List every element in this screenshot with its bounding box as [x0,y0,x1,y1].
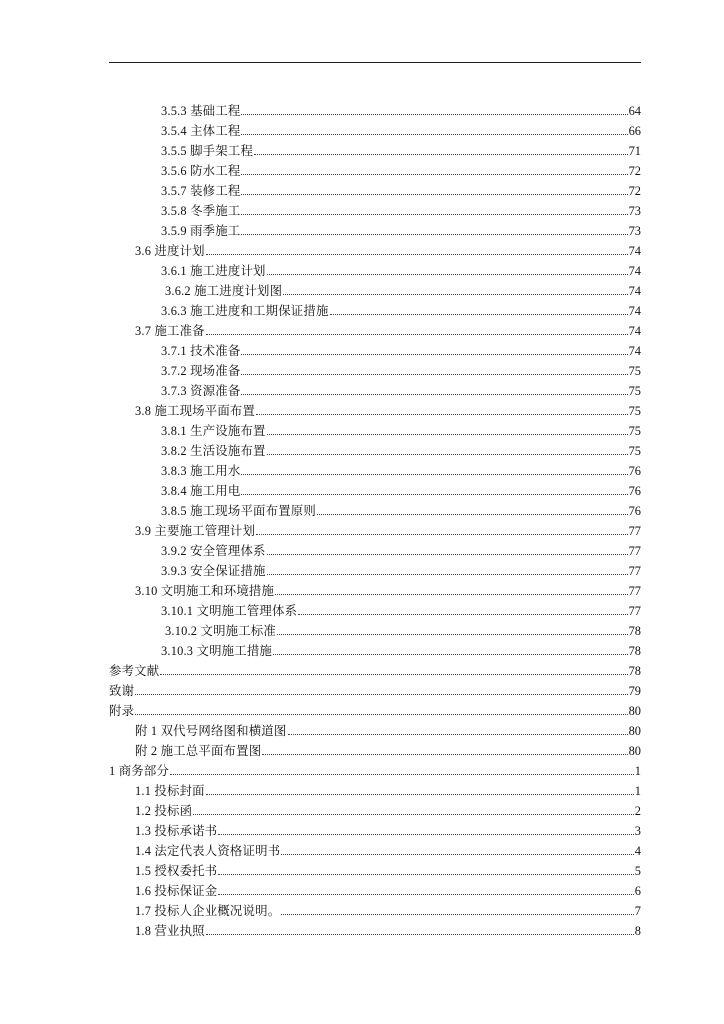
toc-entry[interactable] [109,658,641,678]
toc-leader-dots [254,154,628,155]
toc-entry[interactable] [161,538,641,558]
toc-entry[interactable] [135,718,641,738]
toc-entry-page: 77 [628,604,641,618]
toc-entry-page: 7 [634,904,641,918]
toc-leader-dots [283,294,627,295]
toc-entry-label: 3.6.1 施工进度计划 [161,264,266,278]
toc-entry-label: 附录 [109,704,135,718]
toc-entry-label: 3.8.4 施工用电 [161,484,241,498]
toc-entry-label: 附 1 双代号网络图和横道图 [135,724,287,738]
toc-leader-dots [218,894,633,895]
toc-leader-dots [267,574,628,575]
toc-leader-dots [273,654,628,655]
toc-entry[interactable] [135,918,641,938]
toc-entry[interactable] [161,198,641,218]
toc-leader-dots [262,754,627,755]
toc-leader-dots [267,554,628,555]
toc-entry-label: 3.9.2 安全管理体系 [161,544,266,558]
toc-entry[interactable] [161,298,641,318]
toc-entry[interactable] [161,98,641,118]
toc-entry[interactable] [161,118,641,138]
toc-leader-dots [170,774,634,775]
toc-entry-label: 附 2 施工总平面布置图 [135,744,262,758]
toc-entry[interactable] [161,218,641,238]
toc-entry-page: 72 [628,184,641,198]
toc-entry-page: 64 [628,104,641,118]
toc-leader-dots [241,114,627,115]
toc-entry-page: 78 [628,644,641,658]
toc-entry[interactable] [135,898,641,918]
toc-leader-dots [241,194,627,195]
toc-entry-page: 75 [628,444,641,458]
toc-entry-page: 78 [628,624,641,638]
toc-entry-page: 76 [628,464,641,478]
toc-entry-page: 77 [628,544,641,558]
toc-entry-label: 3.6.3 施工进度和工期保证措施 [161,304,329,318]
toc-entry-page: 75 [628,384,641,398]
toc-leader-dots [218,874,633,875]
toc-entry[interactable] [161,338,641,358]
toc-entry-page: 80 [628,704,641,718]
toc-entry-page: 73 [628,204,641,218]
toc-entry-page: 75 [628,424,641,438]
toc-entry-label: 3.10.1 文明施工管理体系 [161,604,298,618]
toc-entry-label: 3.5.3 基础工程 [161,104,241,118]
toc-entry-page: 73 [628,224,641,238]
toc-entry-page: 72 [628,164,641,178]
toc-entry[interactable] [135,818,641,838]
toc-entry-page: 74 [628,344,641,358]
toc-entry[interactable] [165,278,641,298]
toc-entry[interactable] [109,678,641,698]
toc-entry[interactable] [109,698,641,718]
toc-leader-dots [288,734,628,735]
toc-leader-dots [256,534,627,535]
toc-entry[interactable] [161,138,641,158]
toc-entry-label: 1.7 投标人企业概况说明。 [135,904,281,918]
toc-entry-label: 3.7.2 现场准备 [161,364,241,378]
toc-entry-page: 71 [628,144,641,158]
toc-entry[interactable] [135,238,641,258]
toc-entry[interactable] [161,498,641,518]
toc-entry[interactable] [135,798,641,818]
toc-entry-page: 75 [628,364,641,378]
toc-entry[interactable] [165,618,641,638]
toc-entry-label: 1.4 法定代表人资格证明书 [135,844,281,858]
toc-entry-label: 1 商务部分 [109,764,170,778]
toc-entry-label: 致谢 [109,684,135,698]
toc-leader-dots [281,914,634,915]
toc-entry[interactable] [161,438,641,458]
toc-entry-page: 74 [628,264,641,278]
toc-leader-dots [256,414,627,415]
toc-entry[interactable] [161,478,641,498]
toc-entry-page: 79 [628,684,641,698]
toc-entry[interactable] [161,158,641,178]
toc-entry-page: 77 [628,524,641,538]
toc-entry-page: 77 [628,584,641,598]
toc-entry-page: 8 [634,924,641,938]
toc-entry[interactable] [161,458,641,478]
toc-leader-dots [317,514,628,515]
toc-entry-label: 参考文献 [109,664,160,678]
toc-leader-dots [241,134,627,135]
toc-entry-page: 77 [628,564,641,578]
toc-entry[interactable] [135,738,641,758]
toc-entry-label: 3.5.6 防水工程 [161,164,241,178]
toc-entry-label: 1.6 投标保证金 [135,884,218,898]
toc-entry-page: 66 [628,124,641,138]
toc-entry[interactable] [135,878,641,898]
toc-leader-dots [206,794,634,795]
toc-entry-page: 74 [628,324,641,338]
toc-leader-dots [206,934,634,935]
toc-entry-page: 1 [634,784,641,798]
toc-entry[interactable] [161,258,641,278]
toc-leader-dots [241,374,627,375]
toc-leader-dots [330,314,628,315]
toc-entry[interactable] [135,318,641,338]
toc-entry-label: 3.9.3 安全保证措施 [161,564,266,578]
toc-entry[interactable] [161,358,641,378]
toc-entry-page: 5 [634,864,641,878]
toc-entry[interactable] [135,778,641,798]
toc-entry-page: 2 [634,804,641,818]
toc-entry-label: 3.6 进度计划 [135,244,205,258]
toc-entry-label: 3.8.2 生活设施布置 [161,444,266,458]
toc-entry[interactable] [161,378,641,398]
toc-leader-dots [241,214,627,215]
toc-entry[interactable] [135,858,641,878]
toc-leader-dots [275,594,628,595]
toc-entry-page: 6 [634,884,641,898]
toc-entry-label: 3.10.2 文明施工标准 [165,624,277,638]
toc-leader-dots [267,454,628,455]
toc-entry-label: 1.3 投标承诺书 [135,824,218,838]
toc-entry[interactable] [161,598,641,618]
toc-entry-page: 75 [628,404,641,418]
toc-entry[interactable] [161,418,641,438]
toc-entry-label: 3.10 文明施工和环境措施 [135,584,275,598]
toc-entry-page: 80 [628,724,641,738]
toc-leader-dots [218,834,633,835]
toc-entry-page: 4 [634,844,641,858]
toc-entry[interactable] [135,398,641,418]
toc-leader-dots [281,854,634,855]
toc-entry-page: 80 [628,744,641,758]
toc-entry[interactable] [161,558,641,578]
header-rule [109,62,641,63]
toc-entry-label: 1.2 投标函 [135,804,193,818]
toc-entry-page: 76 [628,484,641,498]
toc-entry[interactable] [135,838,641,858]
toc-entry-page: 3 [634,824,641,838]
toc-leader-dots [298,614,627,615]
toc-entry[interactable] [135,578,641,598]
toc-entry[interactable] [161,638,641,658]
toc-entry-label: 3.8.5 施工现场平面布置原则 [161,504,316,518]
toc-leader-dots [206,334,628,335]
toc-entry-page: 74 [628,304,641,318]
toc-entry-label: 3.9 主要施工管理计划 [135,524,256,538]
toc-leader-dots [267,434,628,435]
toc-entry-label: 3.5.5 脚手架工程 [161,144,254,158]
toc-leader-dots [193,814,634,815]
toc-leader-dots [241,354,627,355]
toc-entry-page: 78 [628,664,641,678]
toc-entry-label: 3.5.4 主体工程 [161,124,241,138]
toc-entry-label: 3.8.3 施工用水 [161,464,241,478]
toc-leader-dots [160,674,627,675]
toc-leader-dots [135,714,627,715]
toc-entry-label: 3.8 施工现场平面布置 [135,404,256,418]
toc-leader-dots [241,474,627,475]
toc-entry-label: 3.8.1 生产设施布置 [161,424,266,438]
toc-entry-label: 3.7.3 资源准备 [161,384,241,398]
toc-entry-label: 3.5.8 冬季施工 [161,204,241,218]
toc-entry-label: 3.10.3 文明施工措施 [161,644,273,658]
toc-entry-page: 74 [628,284,641,298]
toc-entry-page: 1 [634,764,641,778]
toc-entry[interactable] [161,178,641,198]
toc-entry-page: 76 [628,504,641,518]
toc-entry-label: 3.6.2 施工进度计划图 [165,284,283,298]
toc-entry-label: 3.7.1 技术准备 [161,344,241,358]
toc-leader-dots [206,254,628,255]
toc-entry[interactable] [109,758,641,778]
toc-leader-dots [135,694,627,695]
toc-entry[interactable] [135,518,641,538]
toc-leader-dots [267,274,628,275]
toc-entry-label: 1.5 授权委托书 [135,864,218,878]
toc-entry-page: 74 [628,244,641,258]
toc-entry-label: 3.5.9 雨季施工 [161,224,241,238]
toc-entry-label: 1.1 投标封面 [135,784,205,798]
toc-entry-label: 3.7 施工准备 [135,324,205,338]
toc-leader-dots [241,174,627,175]
toc-leader-dots [241,394,627,395]
toc-leader-dots [241,494,627,495]
toc-entry-label: 3.5.7 装修工程 [161,184,241,198]
toc-leader-dots [241,234,627,235]
toc-entry-label: 1.8 营业执照 [135,924,205,938]
toc-leader-dots [277,634,628,635]
